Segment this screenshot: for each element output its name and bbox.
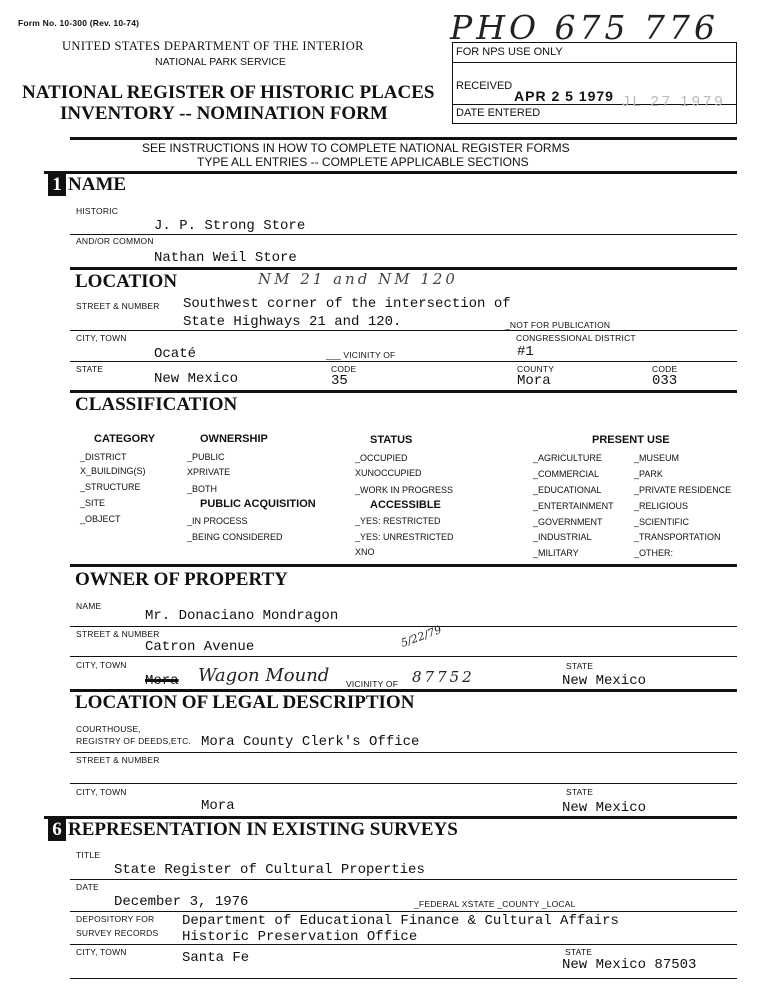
legal-state: New Mexico (562, 800, 647, 816)
accessible-unrestricted: _YES: UNRESTRICTED (355, 532, 454, 542)
use-private-residence: _PRIVATE RESIDENCE (634, 485, 732, 495)
location-city: Ocaté (154, 346, 197, 362)
public-acquisition-heading: PUBLIC ACQUISITION (200, 498, 316, 510)
common-name: Nathan Weil Store (154, 250, 297, 266)
use-agriculture: _AGRICULTURE (533, 453, 602, 463)
owner-street-label: STREET & NUMBER (76, 629, 160, 639)
nps-use-label: FOR NPS USE ONLY (456, 46, 563, 58)
owner-city-label: CITY, TOWN (76, 660, 127, 670)
vicinity-text: VICINITY OF (343, 350, 396, 360)
section-1-number: 1 (48, 174, 66, 196)
received-label: RECEIVED (456, 80, 513, 92)
owner-zip-handwritten: 87752 (412, 668, 475, 686)
form-title-line1: NATIONAL REGISTER OF HISTORIC PLACES (22, 82, 435, 103)
handwritten-reference-number: PHO 675 776 (450, 8, 719, 47)
legal-street-label: STREET & NUMBER (76, 755, 160, 765)
use-other: _OTHER: (634, 548, 674, 558)
ownership-public: _PUBLIC (187, 452, 225, 462)
use-industrial: _INDUSTRIAL (533, 532, 592, 542)
congressional-district: #1 (517, 344, 534, 360)
owner-date-handwritten: 5/22/79 (399, 623, 444, 650)
category-structure: _STRUCTURE (80, 482, 141, 492)
survey-city: Santa Fe (182, 950, 250, 966)
section-name-title: NAME (68, 174, 127, 195)
historic-name: J. P. Strong Store (154, 218, 306, 234)
status-work-in-progress: _WORK IN PROGRESS (355, 485, 454, 495)
legal-city-label: CITY, TOWN (76, 787, 127, 797)
state-code-label: CODE (331, 364, 357, 374)
owner-name-label: NAME (76, 601, 102, 611)
depository-label-line2: SURVEY RECORDS (76, 928, 159, 938)
owner-name: Mr. Donaciano Mondragon (145, 608, 339, 624)
county-label: COUNTY (517, 364, 555, 374)
ownership-both: _BOTH (187, 484, 218, 494)
instructions-line1: SEE INSTRUCTIONS IN HOW TO COMPLETE NATIONAL REGISTER FORMS (142, 141, 570, 155)
ownership-heading: OWNERSHIP (200, 433, 268, 445)
use-religious: _RELIGIOUS (634, 501, 689, 511)
received-date-stamp: APR 2 5 1979 (514, 88, 614, 104)
courthouse-label-line2: REGISTRY OF DEEDS,ETC. (76, 736, 192, 746)
department-name: UNITED STATES DEPARTMENT OF THE INTERIOR (62, 39, 364, 53)
survey-levels: _FEDERAL XSTATE _COUNTY _LOCAL (414, 899, 576, 909)
acquisition-in-process: _IN PROCESS (187, 516, 248, 526)
present-use-heading: PRESENT USE (592, 434, 670, 446)
street-label: STREET & NUMBER (76, 301, 160, 311)
section-name-heading (48, 174, 126, 196)
survey-title-value: State Register of Cultural Properties (114, 862, 425, 878)
category-object: _OBJECT (80, 514, 121, 524)
section-location-title: LOCATION (75, 271, 178, 292)
location-street-line2: State Highways 21 and 120. (183, 314, 402, 330)
owner-vicinity-label: VICINITY OF (346, 679, 399, 689)
section-6-number: 6 (48, 819, 66, 841)
use-entertainment: _ENTERTAINMENT (533, 501, 614, 511)
section-classification-title: CLASSIFICATION (75, 394, 238, 415)
survey-date: December 3, 1976 (114, 894, 249, 910)
accessible-heading: ACCESSIBLE (370, 499, 441, 511)
depository-line2: Historic Preservation Office (182, 929, 418, 945)
historic-label: HISTORIC (76, 206, 119, 216)
legal-state-label: STATE (566, 787, 594, 797)
not-for-publication: _NOT FOR PUBLICATION (505, 320, 611, 330)
category-heading: CATEGORY (94, 433, 156, 445)
use-educational: _EDUCATIONAL (533, 485, 602, 495)
section-survey-title: REPRESENTATION IN EXISTING SURVEYS (68, 819, 458, 840)
survey-state-label: STATE (565, 947, 593, 957)
section-legal-title: LOCATION OF LEGAL DESCRIPTION (75, 692, 415, 713)
courthouse-value: Mora County Clerk's Office (201, 734, 420, 750)
form-title-line2: INVENTORY -- NOMINATION FORM (60, 103, 388, 124)
form-number: Form No. 10-300 (Rev. 10-74) (18, 18, 140, 28)
location-state: New Mexico (154, 371, 239, 387)
instructions-line2: TYPE ALL ENTRIES -- COMPLETE APPLICABLE SECTIONS (197, 155, 529, 169)
survey-city-label: CITY, TOWN (76, 947, 127, 957)
use-park: _PARK (634, 469, 663, 479)
status-occupied: _OCCUPIED (355, 453, 408, 463)
ownership-private: XPRIVATE (187, 467, 231, 477)
owner-city-struck: Mora (145, 673, 179, 689)
use-military: _MILITARY (533, 548, 579, 558)
depository-label-line1: DEPOSITORY FOR (76, 914, 155, 924)
use-commercial: _COMMERCIAL (533, 469, 600, 479)
section-owner-title: OWNER OF PROPERTY (75, 569, 288, 590)
category-site: _SITE (80, 498, 106, 508)
common-label: AND/OR COMMON (76, 236, 154, 246)
location-street-line1: Southwest corner of the intersection of (183, 296, 511, 312)
city-label: CITY, TOWN (76, 333, 127, 343)
use-transportation: _TRANSPORTATION (634, 532, 721, 542)
location-county: Mora (517, 373, 551, 389)
status-unoccupied: XUNOCCUPIED (355, 468, 422, 478)
depository-line1: Department of Educational Finance & Cultural Affairs (182, 913, 619, 929)
legal-city: Mora (201, 798, 235, 814)
survey-date-label: DATE (76, 882, 99, 892)
status-heading: STATUS (370, 434, 413, 446)
vicinity-label: ___ VICINITY OF (326, 350, 396, 360)
category-buildings: X_BUILDING(S) (80, 466, 146, 476)
survey-state: New Mexico 87503 (562, 957, 697, 973)
owner-state-label: STATE (566, 661, 594, 671)
accessible-no: XNO (355, 547, 375, 557)
date-entered-faint-stamp: JL 27 1979 (622, 93, 726, 110)
owner-street: Catron Avenue (145, 639, 255, 655)
use-scientific: _SCIENTIFIC (634, 517, 690, 527)
date-entered-label: DATE ENTERED (456, 107, 541, 119)
location-handwritten-note: NM 21 and NM 120 (258, 270, 458, 288)
congressional-district-label: CONGRESSIONAL DISTRICT (516, 333, 636, 343)
use-museum: _MUSEUM (634, 453, 680, 463)
use-government: _GOVERNMENT (533, 517, 603, 527)
location-county-code: 033 (652, 373, 678, 389)
owner-city-handwritten: Wagon Mound (198, 665, 330, 686)
section-survey-heading (48, 819, 458, 841)
category-district: _DISTRICT (80, 452, 127, 462)
location-state-code: 35 (331, 373, 348, 389)
courthouse-label-line1: COURTHOUSE, (76, 724, 141, 734)
service-name: NATIONAL PARK SERVICE (155, 56, 286, 68)
state-label: STATE (76, 364, 104, 374)
accessible-restricted: _YES: RESTRICTED (355, 516, 441, 526)
acquisition-being-considered: _BEING CONSIDERED (187, 532, 283, 542)
county-code-label: CODE (652, 364, 678, 374)
owner-state: New Mexico (562, 673, 647, 689)
survey-title-label: TITLE (76, 850, 101, 860)
